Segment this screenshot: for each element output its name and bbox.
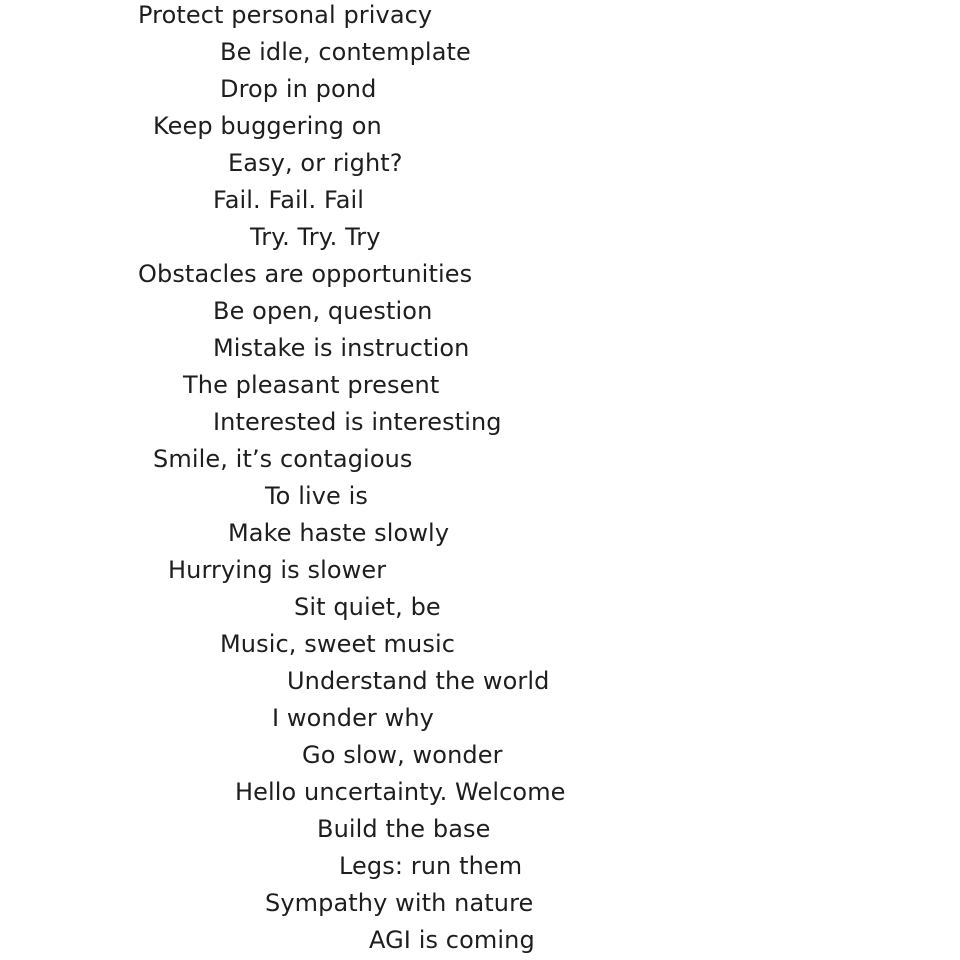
poem-line: Keep buggering on (153, 112, 382, 140)
poem-line: AGI is coming (369, 926, 535, 954)
poem-line: Protect personal privacy (138, 1, 433, 29)
poem-line: Easy, or right? (228, 149, 403, 177)
poem-line: Hello uncertainty. Welcome (235, 778, 566, 806)
poem-line: Legs: run them (339, 852, 523, 880)
poem-line: Sit quiet, be (294, 593, 441, 621)
poem-line: Be idle, contemplate (220, 38, 471, 66)
poem-line: Music, sweet music (220, 630, 456, 658)
poem-line: To live is (265, 482, 368, 510)
poem-line: Understand the world (287, 667, 550, 695)
poem-line: Drop in pond (220, 75, 377, 103)
poem-line: Mistake is instruction (213, 334, 470, 362)
poem-line: Try. Try. Try (250, 223, 381, 251)
poem-line: Fail. Fail. Fail (213, 186, 365, 214)
poem-line: The pleasant present (183, 371, 440, 399)
poem-line: Make haste slowly (228, 519, 450, 547)
poem-line: Be open, question (213, 297, 433, 325)
poem-line: Go slow, wonder (302, 741, 503, 769)
poem-line: I wonder why (272, 704, 434, 732)
poem-line: Smile, it’s contagious (153, 445, 413, 473)
poem-line: Obstacles are opportunities (138, 260, 473, 288)
poem-line: Interested is interesting (213, 408, 502, 436)
poem-line: Sympathy with nature (265, 889, 534, 917)
poem-line: Build the base (317, 815, 491, 843)
poem-line: Hurrying is slower (168, 556, 387, 584)
